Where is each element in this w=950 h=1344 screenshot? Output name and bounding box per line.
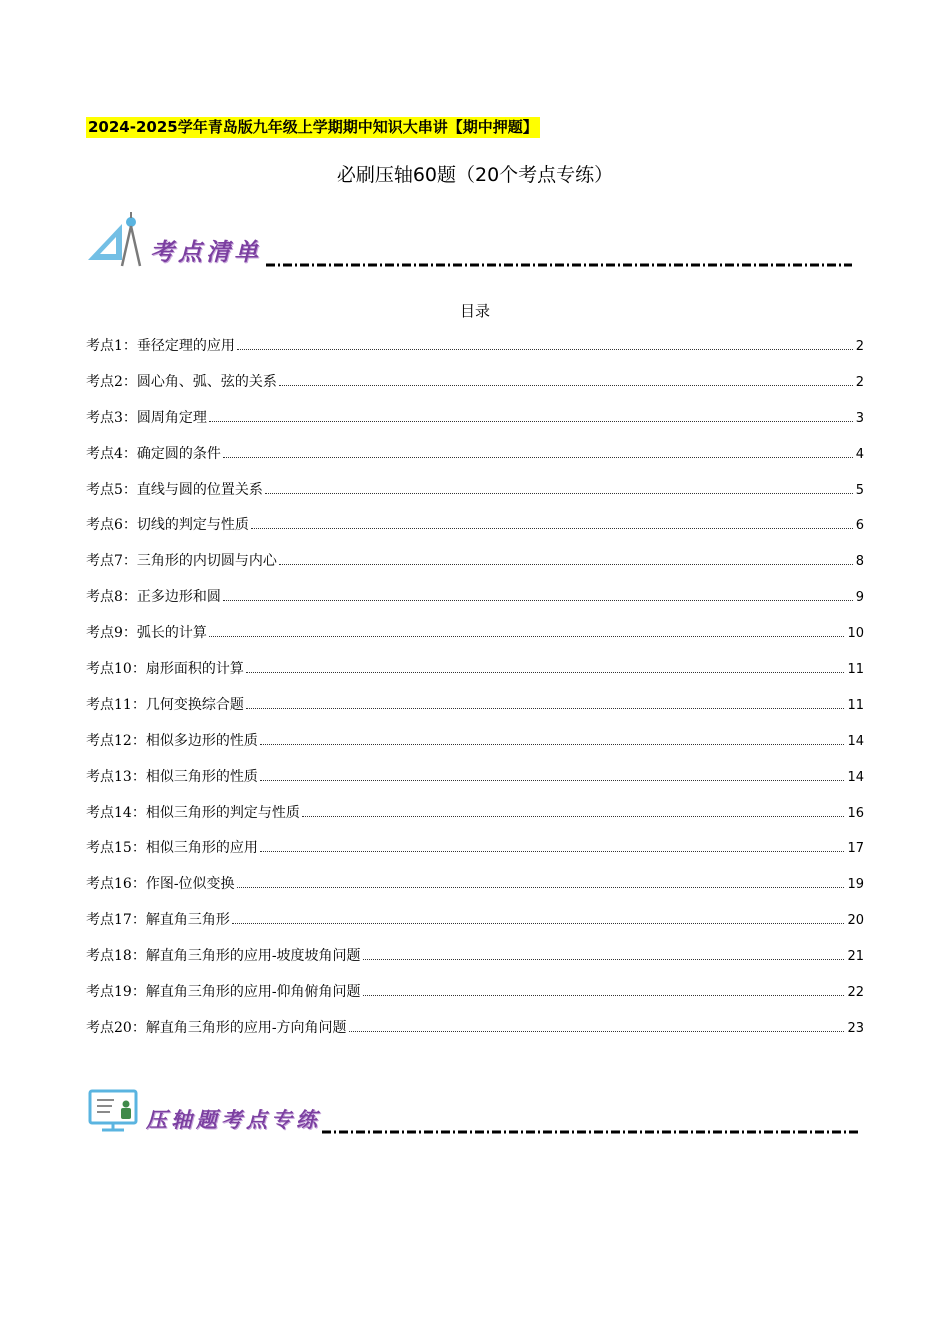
toc-entry[interactable] — [86, 944, 864, 980]
toc-entry[interactable] — [86, 406, 864, 442]
toc-banner — [86, 210, 858, 272]
dot-leader — [209, 421, 853, 422]
toc-entry-label: 考点2：圆心角、弧、弦的关系 — [86, 373, 277, 390]
dot-leader — [260, 744, 845, 745]
toc-entry-page: 14 — [847, 769, 864, 785]
toc-entry-label: 考点14：相似三角形的判定与性质 — [86, 804, 300, 821]
toc-entry-label: 考点12：相似多边形的性质 — [86, 732, 258, 749]
toc-entry[interactable] — [86, 765, 864, 801]
toc-entry-page: 14 — [847, 733, 864, 749]
dot-leader — [302, 816, 845, 817]
toc-entry-page: 2 — [855, 339, 864, 354]
dot-leader — [246, 708, 845, 709]
toc-entry-page: 21 — [847, 949, 864, 965]
dot-leader — [260, 851, 845, 852]
toc-entry[interactable] — [86, 801, 864, 837]
table-of-contents — [86, 334, 864, 1052]
toc-entry-label: 考点13：相似三角形的性质 — [86, 768, 258, 785]
dot-leader — [237, 349, 853, 350]
toc-entry[interactable] — [86, 549, 864, 585]
toc-entry-label: 考点10：扇形面积的计算 — [86, 661, 244, 678]
page-title: 必刷压轴60题（20个考点专练） — [336, 164, 614, 186]
toc-entry-page: 23 — [847, 1020, 864, 1036]
toc-entry[interactable] — [86, 1016, 864, 1052]
toc-entry-label: 考点11：几何变换综合题 — [86, 696, 244, 713]
dot-leader — [279, 385, 853, 386]
toc-entry[interactable] — [86, 621, 864, 657]
toc-entry[interactable] — [86, 836, 864, 872]
toc-entry[interactable] — [86, 478, 864, 514]
toc-banner-title: 考点清单 — [150, 237, 262, 266]
toc-entry[interactable] — [86, 657, 864, 693]
toc-entry-label: 考点15：相似三角形的应用 — [86, 840, 258, 857]
toc-entry-page: 9 — [855, 590, 864, 606]
toc-entry[interactable] — [86, 908, 864, 944]
dot-leader — [260, 780, 845, 781]
toc-entry[interactable] — [86, 693, 864, 729]
toc-entry-page: 6 — [855, 518, 864, 534]
toc-entry-label: 考点1：垂径定理的应用 — [86, 338, 235, 354]
dot-leader — [363, 995, 845, 996]
dot-leader — [265, 493, 853, 494]
toc-entry-page: 11 — [847, 662, 864, 678]
dot-leader — [237, 887, 845, 888]
toc-entry-page: 11 — [847, 697, 864, 713]
toc-entry[interactable] — [86, 334, 864, 370]
toc-entry-page: 17 — [847, 841, 864, 857]
dot-leader — [223, 457, 853, 458]
toc-entry-label: 考点4：确定圆的条件 — [86, 445, 221, 462]
toc-entry-label: 考点8：正多边形和圆 — [86, 589, 221, 606]
toc-entry-page: 19 — [847, 877, 864, 893]
toc-entry[interactable] — [86, 585, 864, 621]
toc-entry-page: 10 — [847, 626, 864, 642]
series-title: 2024-2025学年青岛版九年级上学期期中知识大串讲【期中押题】 — [88, 118, 538, 136]
dot-leader — [363, 959, 845, 960]
toc-heading: 目录 — [459, 302, 490, 320]
toc-entry[interactable] — [86, 442, 864, 478]
toc-entry[interactable] — [86, 513, 864, 549]
toc-entry-label: 考点20：解直角三角形的应用-方向角问题 — [86, 1019, 347, 1036]
dot-leader — [223, 600, 853, 601]
toc-entry-label: 考点6：切线的判定与性质 — [86, 517, 249, 534]
toc-entry-label: 考点17：解直角三角形 — [86, 912, 230, 929]
toc-entry-label: 考点3：圆周角定理 — [86, 409, 207, 426]
dot-leader — [349, 1031, 845, 1032]
toc-entry-page: 20 — [847, 913, 864, 929]
toc-entry-label: 考点5：直线与圆的位置关系 — [86, 481, 263, 498]
toc-entry-label: 考点19：解直角三角形的应用-仰角俯角问题 — [86, 984, 361, 1001]
toc-entry[interactable] — [86, 370, 864, 406]
dot-leader — [279, 564, 853, 565]
toc-entry-label: 考点9：弧长的计算 — [86, 625, 207, 642]
dot-leader — [232, 923, 845, 924]
dot-leader — [209, 636, 845, 637]
dot-leader — [246, 672, 845, 673]
toc-entry-page: 2 — [855, 374, 864, 390]
toc-entry[interactable] — [86, 980, 864, 1016]
toc-entry-page: 22 — [847, 985, 864, 1001]
toc-entry-page: 4 — [855, 446, 864, 462]
practice-banner — [86, 1088, 858, 1140]
toc-entry[interactable] — [86, 872, 864, 908]
toc-entry-label: 考点18：解直角三角形的应用-坡度坡角问题 — [86, 948, 361, 965]
toc-entry-label: 考点16：作图-位似变换 — [86, 876, 235, 893]
toc-entry-page: 8 — [855, 554, 864, 570]
toc-entry-page: 3 — [855, 410, 864, 426]
toc-entry-page: 16 — [847, 805, 864, 821]
practice-banner-title: 压轴题考点专练 — [146, 1107, 321, 1132]
dot-leader — [251, 528, 853, 529]
toc-entry[interactable] — [86, 729, 864, 765]
toc-entry-page: 5 — [855, 482, 864, 498]
toc-entry-label: 考点7：三角形的内切圆与内心 — [86, 553, 277, 570]
